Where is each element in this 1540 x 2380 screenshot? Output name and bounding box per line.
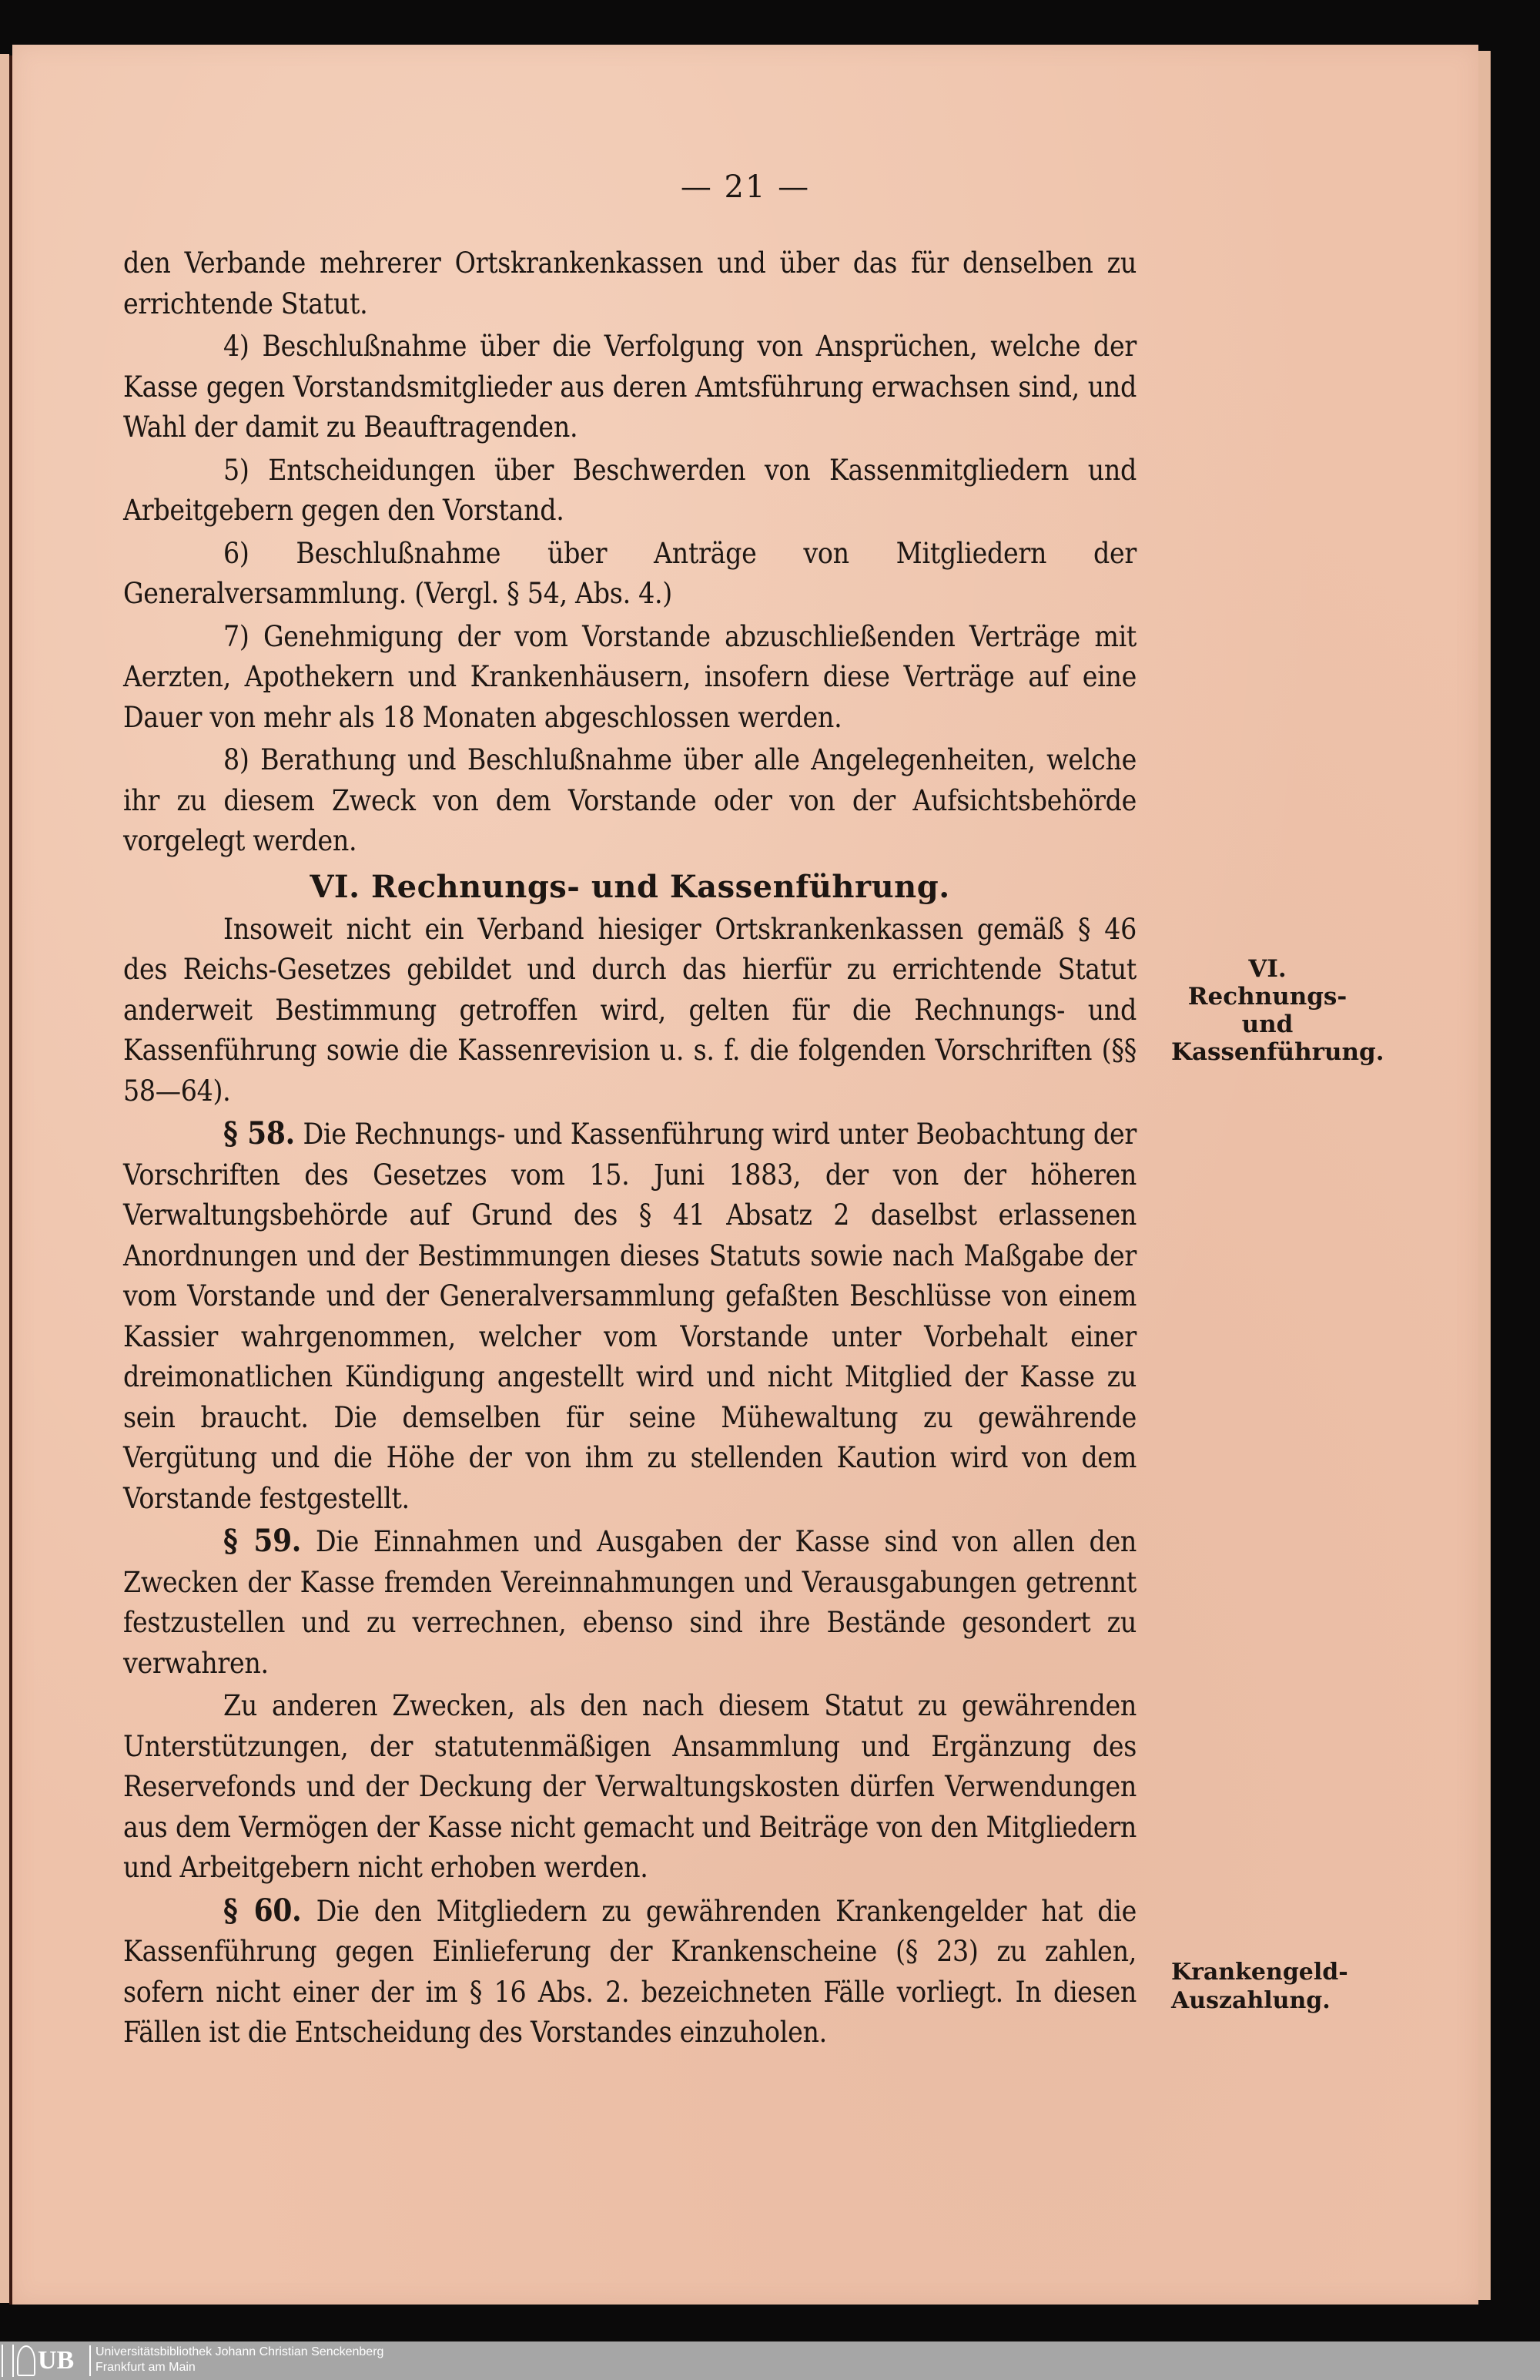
section-mark-58: § 58. — [223, 1115, 295, 1151]
paragraph-item-4: 4) Beschlußnahme über die Verfolgung von Ansprüchen, welche der Kasse gegen Vorstandsmitglieder aus deren Amtsführung erwachsen sind, und Wahl der damit zu Beauftragenden. — [123, 330, 1137, 444]
paragraph-item-7: 7) Genehmigung der vom Vorstande abzuschließenden Verträge mit Aerzten, Apothekern und Krankenhäusern, insofern diese Verträge auf eine Dauer von mehr als 18 Monaten abgeschlossen werden. — [123, 619, 1137, 734]
paragraph-item-6: 6) Beschlußnahme über Anträge von Mitgliedern der Generalversammlung. (Vergl. § 54, Abs. 4.) — [123, 536, 1137, 610]
paragraph-section-60 — [123, 1891, 1137, 2053]
paragraph-section-58 — [123, 1114, 1137, 1519]
footer-bar — [0, 2341, 1540, 2380]
paragraph-section-59-cont: Zu anderen Zwecken, als den nach diesem Statut zu gewährenden Unterstützungen, der statutenmäßigen Ansammlung und Ergänzung des Reservefonds und der Deckung der Verwaltungskosten dürfen Verwendungen aus dem Vermögen der Kasse nicht gemacht und Beiträge von den Mitgliedern und Arbeitgebern nicht erhoben werden. — [123, 1689, 1137, 1884]
footer-line-2: Frankfurt am Main — [95, 2361, 196, 2374]
books-icon — [2, 2345, 14, 2377]
footer-line-1: Universitätsbibliothek Johann Christian Senckenberg — [95, 2345, 384, 2358]
portrait-icon — [17, 2345, 35, 2376]
paragraph-item-5: 5) Entscheidungen über Beschwerden von Kassenmitgliedern und Arbeitgebern gegen den Vorstand. — [123, 453, 1137, 527]
section-58-text: Die Rechnungs- und Kassenführung wird unter Beobachtung der Vorschriften des Gesetzes vom 15. Juni 1883, der von der höheren Verwaltungsbehörde auf Grund des § 41 Absatz 2 daselbst erlassenen Anordnungen und der Bestimmungen dieses Statuts sowie nach Maßgabe der vom Vorstande und der Generalversammlung gefaßten Beschlüsse von einem Kassier wahrgenommen, welcher vom Vorstande unter Vorbehalt einer dreimonatlichen Kündigung angestellt wird und nicht Mitglied der Kasse zu sein braucht. Die demselben für seine Mühewaltung zu gewährende Vergütung und die Höhe der von ihm zu stellenden Kaution wird von dem Vorstande festgestellt. — [123, 1118, 1137, 1515]
section-mark-60: § 60. — [223, 1892, 302, 1929]
paragraph-section-59 — [123, 1521, 1137, 1684]
paragraph-continuation: den Verbande mehrerer Ortskrankenkassen und über das für denselben zu errichtende Statut. — [123, 246, 1137, 320]
section-59-text: Die Einnahmen und Ausgaben der Kasse sind von allen den Zwecken der Kasse fremden Vereinnahmungen und Verausgabungen getrennt festzustellen und zu verrechnen, ebenso sind ihre Bestände gesondert zu verwahren. — [123, 1525, 1137, 1680]
paragraph-item-8: 8) Berathung und Beschlußnahme über alle Angelegenheiten, welche ihr zu diesem Zweck von dem Vorstande oder von der Aufsichtsbehörde vorgelegt werden. — [123, 743, 1137, 857]
logo-text: UB — [38, 2346, 75, 2375]
margin-note-krankengeld: Krankengeld-Auszahlung. — [1171, 1959, 1348, 2014]
book-page — [12, 45, 1478, 2305]
library-logo — [2, 2344, 88, 2378]
page-number: — 21 — — [680, 169, 811, 205]
footer-institution — [95, 2345, 383, 2375]
section-heading: VI. Rechnungs- und Kassenführung. — [310, 868, 950, 905]
footer-divider — [89, 2345, 91, 2376]
paragraph-section-intro: Insoweit nicht ein Verband hiesiger Ortskrankenkassen gemäß § 46 des Reichs-Gesetzes gebildet und durch das hierfür zu errichtende Statut anderweit Bestimmung getroffen wird, gelten für die Rechnungs- und Kassenführung sowie die Kassenrevision u. s. f. die folgenden Vorschriften (§§ 58—64). — [123, 912, 1137, 1108]
section-mark-59: § 59. — [223, 1523, 302, 1559]
previous-page-edge — [0, 54, 9, 2303]
main-text-column — [123, 243, 1137, 2056]
margin-note-section-vi: VI. Rechnungs- und Kassenführung. — [1171, 955, 1384, 1066]
section-60-text: Die den Mitgliedern zu gewährenden Krankengelder hat die Kassenführung gegen Einlieferung der Krankenscheine (§ 23) zu zahlen, sofern nicht einer der im § 16 Abs. 2. bezeichneten Fälle vorliegt. In diesen Fällen ist die Entscheidung des Vorstandes einzuholen. — [123, 1894, 1137, 2049]
